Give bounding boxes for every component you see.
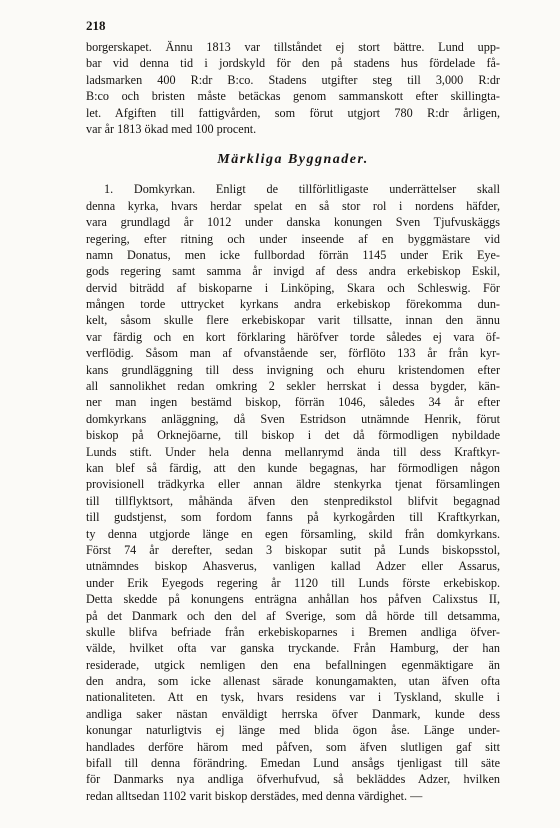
text-line: konungar naturligtvis ej länge med blida ögon åse. Länge under- [86, 723, 500, 738]
text-line: välde, hvilket ofta var ganska tryckande. Från Hamburg, der han [86, 641, 500, 656]
main-paragraph [86, 181, 500, 804]
text-line: mången torde uttrycket kyrkans andra erkebiskop förekomma dun- [86, 297, 500, 312]
text-line: vara grundlagd år 1012 under danska konungen Sven Tjufvuskäggs [86, 215, 500, 230]
text-line: gods regering samt samma år invigd af dess andra erkebiskop Eskil, [86, 264, 500, 279]
text-line: utnämndes biskop Ahasverus, vanligen kallad Adzer eller Assarus, [86, 559, 500, 574]
section-title: Märkliga Byggnader. [217, 152, 369, 168]
text-line: all sannolikhet redan omkring 2 sekler herrskat i dessa bygder, kän- [86, 379, 500, 394]
text-line: på det Danmark och den del af Sverige, som då hörde till detsamma, [86, 608, 500, 623]
text-line: handlades derföre härom med påfven, som äfven slutligen gaf sitt [86, 739, 500, 754]
text-line: var år 1813 ökad med 100 procent. [86, 121, 257, 136]
text-line: provisionell trädkyrka eller annan äldre stenkyrka tjenat församlingen [86, 477, 500, 492]
text-line: ner man ingen bestämd biskop, förrän 1046, således 34 år efter [86, 395, 500, 410]
text-line: till tillflyktsort, måhända äfven den stenpredikstol blifvit begagnad [86, 493, 500, 508]
text-line: kelt, såsom skulle flere erkebiskopar varit tillsatte, innan den ännu [86, 313, 500, 328]
text-line: domkyrkans anläggning, då Sven Estridson utnämnde Henrik, förut [86, 411, 500, 426]
text-line: biskop på Orknejöarne, till biskop i det då förmodligen nybildade [86, 428, 500, 443]
text-line: ladsmarken 400 R:dr B:co. Stadens utgifter steg till 3,000 R:dr [86, 72, 500, 87]
text-line: borgerskapet. Ännu 1813 var tillståndet ej stort bättre. Lund upp- [86, 40, 500, 54]
intro-paragraph [86, 39, 500, 137]
text-line: till gudstjenst, som fordom fanns på kyrkogården till Kraftkyrkan, [86, 510, 500, 525]
text-line: ty denna utgjorde länge en egen församling, skild från domkyrkans. [86, 526, 500, 541]
text-line: bar vid denna tid i jordskyld för den på stadens hus fördelade få- [86, 56, 500, 71]
text-line: regering, efter ritning och under inseende af en byggmästare vid [86, 231, 500, 246]
page-number: 218 [86, 18, 106, 33]
text-line: 1. Domkyrkan. Enligt de tillförlitligaste underrättelser skall [104, 182, 500, 197]
text-line: residerade, utgick nemligen den ena befallningen egenmäktigare än [86, 657, 500, 672]
text-line: andliga saker nästan enväldigt herrska öfver Danmark, kunde dess [86, 706, 500, 721]
text-line: redan alltsedan 1102 varit biskop derstädes, med denna värdighet. — [86, 788, 423, 803]
text-line: Detta skedde på konungens enträgna anhållan hos påfven Calixstus II, [86, 592, 500, 607]
text-line: let. Afgiften till fattigvården, som förut utgjort 780 R:dr årligen, [86, 105, 500, 120]
text-line: nationaliteten. Att en tysk, hvars residens var i Tyskland, skulle i [86, 690, 500, 705]
text-line: denna kyrka, hvars herdar spelat en så stor rol i nordens häfder, [86, 198, 500, 213]
text-line: skulle blifva befriade från erkebiskoparnes i Bremen andliga öfver- [86, 624, 500, 639]
text-line: den andra, som icke allenast särade konungamakten, utan äfven ofta [86, 674, 500, 689]
text-line: dervid biträdd af biskoparne i Linköping, Skara och Schleswig. För [86, 280, 500, 295]
text-line: namn Donatus, men icke fullbordad förrän 1145 under Erik Eye- [86, 247, 500, 262]
text-line: Lunds stift. Under hela denna mellanrymd ända till dess Kraftkyr- [86, 444, 500, 459]
text-line: verflödig. Såsom man af ofvanstående ser, förflöto 133 år från kyr- [86, 346, 500, 361]
book-page [86, 18, 500, 804]
text-line: var färdig och en kort förklaring häröfver torde således ej vara öf- [86, 329, 500, 344]
text-line: kans grundläggning till dess invigning och ehuru kristendomen efter [86, 362, 500, 377]
text-line: för Danmarks nya andliga öfverhufvud, så bekläddes Adzer, hvilken [86, 772, 500, 787]
text-line: B:co och bristen måste betäckas genom sammanskott efter skillingta- [86, 89, 500, 104]
text-line: Först 74 år derefter, sedan 3 biskopar sutit på Lunds biskopsstol, [86, 542, 500, 557]
text-line: kan blef så färdig, att den kunde begagnas, har förmodligen någon [86, 460, 500, 475]
text-line: bifall till denna förändring. Emedan Lund ansågs tjenligast till säte [86, 756, 500, 771]
text-line: under Erik Eyegods regering år 1120 till Lunds förste erkebiskop. [86, 575, 500, 590]
